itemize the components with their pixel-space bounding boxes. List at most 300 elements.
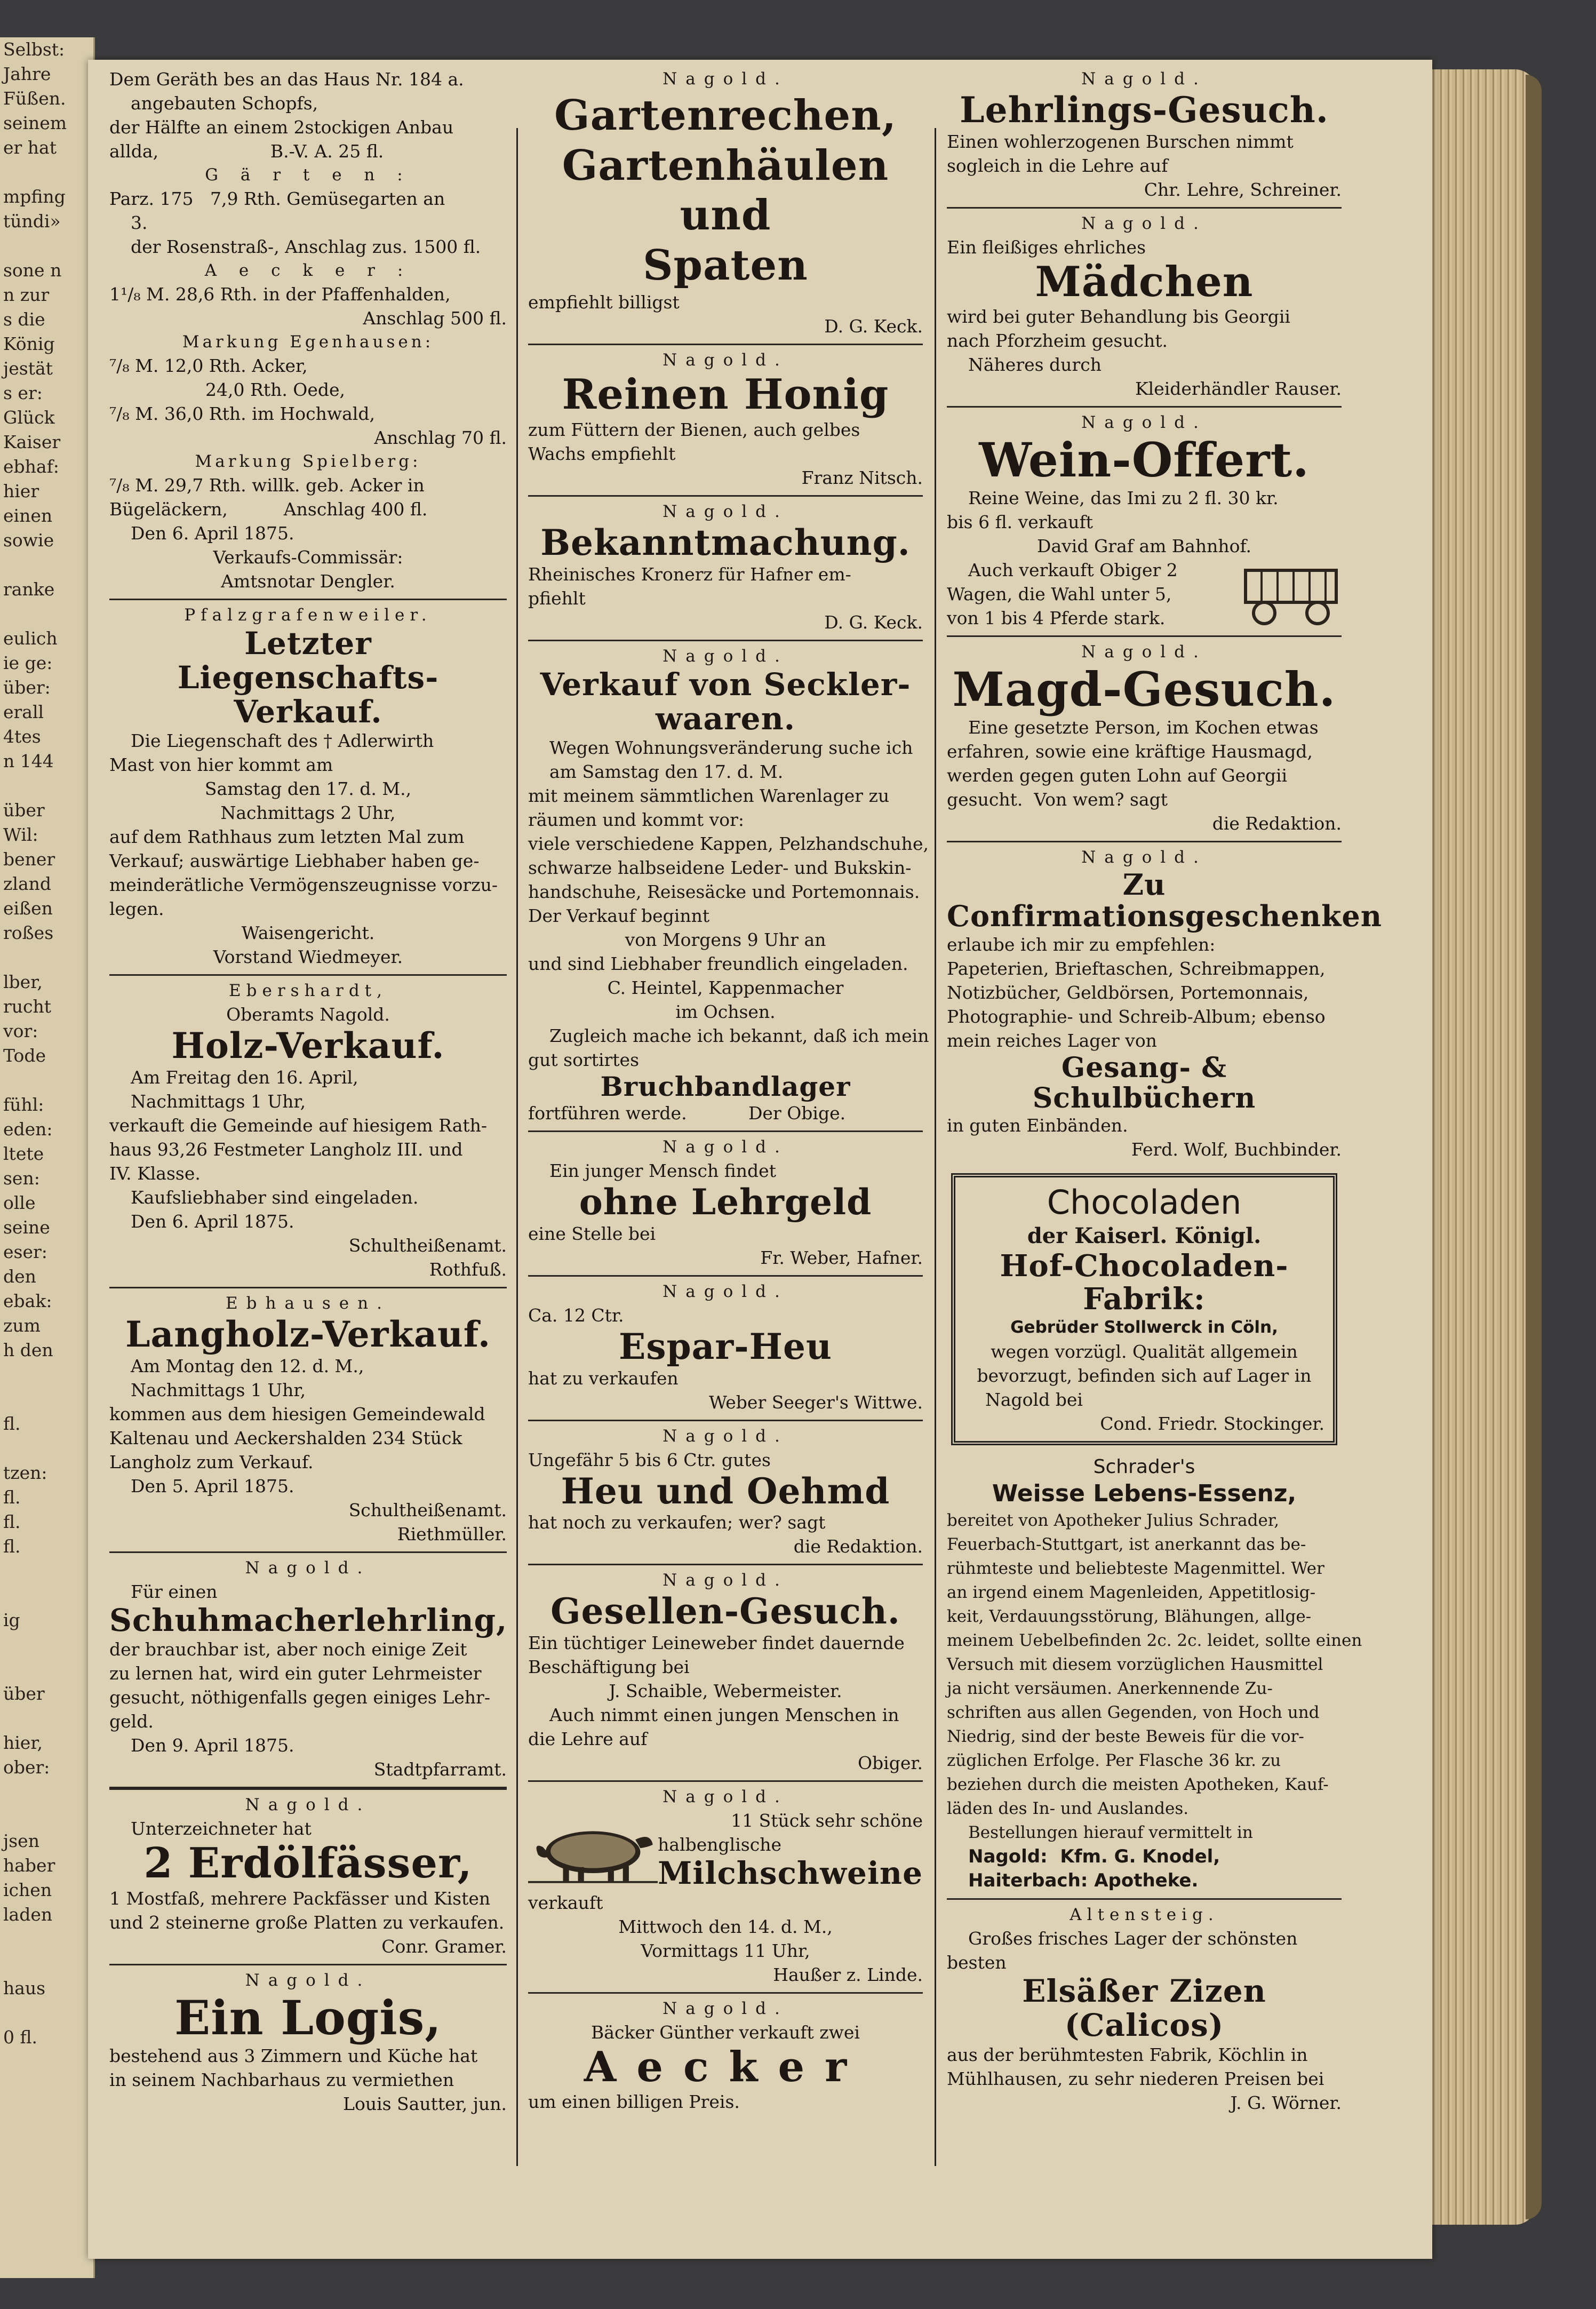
- text-line: Nachmittags 2 Uhr,: [220, 802, 396, 824]
- signature: Rothfuß.: [429, 1259, 507, 1280]
- fragment-text: eden:: [3, 1119, 53, 1140]
- ad-location: Nagold.: [663, 646, 788, 666]
- text-line: Wachs empfiehlt: [528, 443, 676, 465]
- text-line: besten: [947, 1952, 1007, 1973]
- text-line: J. Schaible, Webermeister.: [609, 1680, 842, 1701]
- text-line: meinderätliche Vermögenszeugnisse vorzu-: [109, 874, 498, 896]
- fragment-text: jestät: [3, 358, 53, 379]
- text-line: geld.: [109, 1711, 154, 1732]
- text-line: erlaube ich mir zu empfehlen:: [947, 934, 1216, 955]
- ad-langholz-verkauf: [109, 1287, 507, 1551]
- ad-title: Weisse Lebens-Essenz,: [992, 1480, 1297, 1508]
- text-line: Näheres durch: [968, 354, 1102, 376]
- ad-title: Chocoladen: [1047, 1183, 1242, 1222]
- text-line: Vormittags 11 Uhr,: [641, 1940, 810, 1961]
- ad-holz-verkauf: [109, 974, 507, 1287]
- text-line: in guten Einbänden.: [947, 1115, 1128, 1136]
- text-line: Den 5. April 1875.: [131, 1475, 294, 1496]
- fragment-text: [0, 1633, 93, 1657]
- ad-ein-logis: [109, 1964, 507, 2121]
- text-line: ⁷/₈ M. 29,7 Rth. willk. geb. Acker in: [109, 475, 425, 496]
- text-line: Am Freitag den 16. April,: [131, 1066, 358, 1088]
- ad-title: Mädchen: [1035, 257, 1254, 306]
- text-line: pfiehlt: [528, 587, 586, 609]
- text-line: haus 93,26 Festmeter Langholz III. und: [109, 1138, 463, 1160]
- fragment-text: fl.: [3, 1536, 21, 1557]
- ad-title: Hof-Chocoladen-Fabrik:: [1000, 1248, 1289, 1317]
- text-line: bestehend aus 3 Zimmern und Küche hat: [109, 2045, 478, 2066]
- ad-reinen-honig: [528, 344, 923, 495]
- text-line: C. Heintel, Kappenmacher: [607, 977, 844, 999]
- fragment-text: [0, 1804, 93, 1829]
- text-line: Den 6. April 1875.: [131, 523, 294, 544]
- fragment-text: Tode: [3, 1045, 46, 1066]
- text-line: Ein tüchtiger Leineweber findet dauernde: [528, 1632, 905, 1653]
- ad-title: Zu Confirmationsgeschenken: [947, 867, 1383, 934]
- ad-bekanntmachung: [528, 495, 923, 640]
- section-label: Markung Spielberg:: [195, 452, 421, 471]
- text-line: Den 9. April 1875.: [131, 1735, 294, 1756]
- text-line: zum Füttern der Bienen, auch gelbes: [528, 419, 860, 441]
- text-line: züglichen Erfolge. Per Flasche 36 kr. zu: [947, 1751, 1281, 1771]
- column-3: [947, 64, 1383, 2277]
- signature: Louis Sautter, jun.: [343, 2093, 507, 2114]
- text-line: Rheinisches Kronerz für Hafner em-: [528, 563, 851, 585]
- text-line: wegen vorzügl. Qualität allgemein: [991, 1341, 1298, 1363]
- text-line: Zugleich mache ich bekannt, daß ich mein: [549, 1025, 929, 1047]
- ad-location: Nagold.: [663, 69, 788, 89]
- column-2: [528, 64, 929, 2277]
- text-line: Reine Weine, das Imi zu 2 fl. 30 kr.: [968, 488, 1279, 509]
- text-line: Langholz zum Verkauf.: [109, 1451, 314, 1472]
- ad-liegenschafts-verkauf: [109, 599, 507, 974]
- ad-location: Nagold.: [1081, 847, 1207, 867]
- fragment-text: [0, 1706, 93, 1731]
- ad-subtitle: Ein fleißiges ehrliches: [947, 236, 1146, 258]
- ad-maedchen: [947, 207, 1342, 407]
- ad-title: Reinen Honig: [562, 370, 889, 419]
- signature: D. G. Keck.: [824, 611, 923, 633]
- ad-title: Lehrlings-Gesuch.: [960, 89, 1329, 131]
- fragment-text: fl.: [3, 1413, 21, 1434]
- fragment-text: [0, 1387, 93, 1412]
- signature: Cond. Friedr. Stockinger.: [1100, 1413, 1324, 1435]
- ad-gartenrechen: [528, 64, 923, 344]
- text-line: hat zu verkaufen: [528, 1367, 679, 1389]
- text-line: Verkaufs-Commissär:: [213, 547, 403, 568]
- fragment-text: vor:: [3, 1021, 38, 1041]
- text-line: von 1 bis 4 Pferde stark.: [947, 608, 1166, 629]
- ad-location: Nagold.: [1081, 69, 1207, 89]
- text-line: handschuhe, Reisesäcke und Portemonnais.: [528, 881, 920, 903]
- fragment-text: mpfing: [3, 186, 66, 207]
- ad-heu-und-oehmd: [528, 1420, 923, 1564]
- text-line: zu lernen hat, wird ein guter Lehrmeister: [109, 1663, 482, 1684]
- text-line: mit meinem sämmtlichen Warenlager zu: [528, 785, 890, 807]
- text-line: die Lehre auf: [528, 1728, 648, 1749]
- fragment-text: eißen: [3, 898, 53, 919]
- ad-title: Wein-Offert.: [979, 432, 1310, 488]
- fragment-text: lber,: [3, 972, 43, 992]
- signature: Obiger.: [857, 1752, 923, 1773]
- text-line: Mittwoch den 14. d. M.,: [618, 1916, 833, 1937]
- ad-espar-heu: [528, 1275, 923, 1420]
- fragment-text: ebak:: [3, 1291, 52, 1311]
- fragment-text: eser:: [3, 1241, 47, 1262]
- fragment-text: fühl:: [3, 1094, 44, 1115]
- text-line: Die Liegenschaft des † Adlerwirth: [131, 730, 434, 752]
- text-line: Eine gesetzte Person, im Kochen etwas: [968, 716, 1319, 738]
- ad-title: Gesellen-Gesuch.: [550, 1590, 900, 1633]
- text-line: halbenglische: [658, 1834, 781, 1855]
- text-line: 11 Stück sehr schöne: [731, 1810, 923, 1831]
- ad-subtitle: der Kaiserl. Königl.: [1027, 1223, 1262, 1249]
- text-line: Parz. 175 7,9 Rth. Gemüsegarten an: [109, 188, 445, 209]
- ad-ohne-lehrgeld: [528, 1130, 923, 1275]
- text-line: Wagen, die Wahl unter 5,: [947, 584, 1172, 605]
- text-line: meinem Uebelbefinden 2c. 2c. leidet, sollte einen: [947, 1631, 1362, 1651]
- fragment-text: bener: [3, 849, 55, 870]
- fragment-text: 4tes: [3, 726, 41, 747]
- fragment-text: tzen:: [3, 1462, 47, 1483]
- fragment-text: [0, 553, 93, 577]
- text-line: IV. Klasse.: [109, 1163, 201, 1184]
- fragment-text: ebhaf:: [3, 456, 59, 477]
- fragment-text: Glück: [3, 407, 55, 428]
- signature: D. G. Keck.: [824, 316, 923, 337]
- fragment-text: laden: [3, 1904, 53, 1925]
- section-label: G ä r t e n :: [205, 165, 411, 185]
- text-line: wird bei guter Behandlung bis Georgii: [947, 306, 1290, 328]
- ad-title: Heu und Oehmd: [561, 1470, 890, 1512]
- fragment-text: über: [3, 800, 45, 821]
- text-line: Großes frisches Lager der schönsten: [968, 1928, 1298, 1949]
- fragment-text: fl.: [3, 1511, 21, 1532]
- ad-subtitle: Bäcker Günther verkauft zwei: [591, 2021, 860, 2043]
- fragment-text: [0, 234, 93, 258]
- fragment-text: [0, 1436, 93, 1461]
- signature: Chr. Lehre, Schreiner.: [1144, 179, 1342, 200]
- text-line: nach Pforzheim gesucht.: [947, 330, 1168, 352]
- signature: Amtsnotar Dengler.: [221, 571, 395, 592]
- fragment-text: fl.: [3, 1487, 21, 1508]
- signature: Conr. Gramer.: [381, 1936, 507, 1957]
- fragment-text: [0, 774, 93, 798]
- text-line: 1¹/₈ M. 28,6 Rth. in der Pfaffenhalden,: [109, 284, 451, 305]
- book-edge: [1526, 75, 1542, 2219]
- text-line: Anschlag 70 fl.: [374, 427, 507, 448]
- text-line: David Graf am Bahnhof.: [1037, 536, 1251, 557]
- text-line: Auch nimmt einen jungen Menschen in: [549, 1704, 899, 1725]
- fragment-text: ranke: [3, 579, 55, 600]
- ad-location: Nagold.: [663, 1281, 788, 1301]
- highlight-text: Bruchbandlager: [600, 1071, 851, 1103]
- ad-title: Schuhmacherlehrling,: [109, 1602, 508, 1638]
- fragment-text: [0, 1657, 93, 1682]
- text-line: Nachmittags 1 Uhr,: [131, 1379, 306, 1400]
- text-line: empfiehlt billigst: [528, 292, 680, 313]
- text-line: rühmteste und beliebteste Magenmittel. Wer: [947, 1559, 1324, 1579]
- ad-title: Langholz-Verkauf.: [125, 1313, 491, 1355]
- highlight-text: Gesang- & Schulbüchern: [1032, 1051, 1256, 1114]
- fragment-text: Jahre: [3, 63, 51, 84]
- fragment-text: [0, 1583, 93, 1608]
- fragment-text: zum: [3, 1315, 41, 1336]
- fragment-text: haus: [3, 1978, 46, 1999]
- signature: Vorstand Wiedmeyer.: [213, 946, 403, 968]
- text-line: 24,0 Rth. Oede,: [205, 379, 346, 400]
- text-line: mein reiches Lager von: [947, 1030, 1157, 1051]
- fragment-text: einen: [3, 505, 53, 526]
- previous-page-fragment: [0, 37, 95, 2278]
- text-line: gesucht. Von wem? sagt: [947, 789, 1168, 810]
- fragment-text: Kaiser: [3, 432, 61, 452]
- text-line: Kaltenau und Aeckershalden 234 Stück: [109, 1427, 462, 1448]
- signature: Franz Nitsch.: [801, 467, 923, 489]
- text-line: Kaufsliebhaber sind eingeladen.: [131, 1187, 419, 1208]
- section-label: Markung Egenhausen:: [182, 332, 434, 352]
- fragment-text: seinem: [3, 113, 67, 133]
- text-line: Haiterbach: Apotheke.: [968, 1870, 1199, 1892]
- ad-subtitle: Unterzeichneter hat: [131, 1818, 312, 1840]
- fragment-text: haber: [3, 1855, 55, 1876]
- fragment-text: ober:: [3, 1757, 50, 1778]
- page-edge-stack: [1430, 69, 1536, 2225]
- text-line: Notizbücher, Geldbörsen, Portemonnais,: [947, 982, 1309, 1003]
- text-line: Niedrig, sind der beste Beweis für die vor-: [947, 1727, 1304, 1747]
- text-line: läden des In- und Auslandes.: [947, 1799, 1189, 1819]
- text-line: an irgend einem Magenleiden, Appetitlosig-: [947, 1583, 1316, 1603]
- text-line: hat noch zu verkaufen; wer? sagt: [528, 1512, 826, 1533]
- ad-location: Nagold.: [663, 1571, 788, 1590]
- fragment-text: n 144: [3, 751, 54, 771]
- text-line: ja nicht versäumen. Anerkennende Zu-: [947, 1679, 1273, 1699]
- text-line: erfahren, sowie eine kräftige Hausmagd,: [947, 741, 1313, 762]
- ad-title: 2 Erdölfässer,: [143, 1839, 473, 1888]
- ad-location: Nagold.: [663, 1426, 788, 1446]
- fragment-text: [0, 2001, 93, 2025]
- ad-lehrlings-gesuch: [947, 64, 1342, 207]
- pig-illustration-icon: [528, 1810, 658, 1890]
- text-line: Schrader's: [1093, 1456, 1195, 1478]
- fragment-text: [0, 1952, 93, 1976]
- text-line: und 2 steinerne große Platten zu verkaufen.: [109, 1912, 505, 1933]
- fragment-text: ie ge:: [3, 652, 53, 673]
- fragment-text: er hat: [3, 137, 57, 158]
- fragment-text: [0, 1559, 93, 1583]
- fragment-text: [0, 945, 93, 970]
- text-line: Mast von hier kommt am: [109, 754, 333, 776]
- text-line: schriften aus allen Gegenden, von Hoch und: [947, 1703, 1320, 1723]
- text-line: Verkauf; auswärtige Liebhaber haben ge-: [109, 850, 480, 872]
- fragment-text: s er:: [3, 383, 43, 403]
- fragment-text: erall: [3, 702, 44, 722]
- text-line: ⁷/₈ M. 36,0 Rth. im Hochwald,: [109, 403, 375, 424]
- text-line: Feuerbach-Stuttgart, ist anerkannt das be-: [947, 1535, 1306, 1555]
- fragment-text: jsen: [3, 1830, 39, 1851]
- fragment-text: olle: [3, 1192, 36, 1213]
- ad-seckler-waaren: [528, 640, 929, 1131]
- fragment-text: seine: [3, 1217, 50, 1238]
- text-line: Dem Geräth bes an das Haus Nr. 184 a.: [109, 69, 464, 90]
- ad-subtitle: Ca. 12 Ctr.: [528, 1304, 624, 1326]
- ad-magd-gesuch: [947, 635, 1342, 841]
- text-line: der brauchbar ist, aber noch einige Zeit: [109, 1639, 467, 1660]
- fragment-text: Wil:: [3, 824, 38, 845]
- text-line: Wegen Wohnungsveränderung suche ich: [549, 737, 913, 759]
- text-line: auf dem Rathhaus zum letzten Mal zum: [109, 826, 465, 848]
- ad-title: Magd-Gesuch.: [952, 662, 1336, 718]
- signature: Ferd. Wolf, Buchbinder.: [1131, 1139, 1342, 1160]
- text-line: kommen aus dem hiesigen Gemeindewald: [109, 1403, 485, 1424]
- column-1: [109, 64, 507, 2277]
- text-line: Versuch mit diesem vorzüglichen Hausmittel: [947, 1655, 1323, 1675]
- ad-location: Nagold.: [245, 1558, 371, 1578]
- fragment-text: hier,: [3, 1732, 43, 1753]
- ad-confirmationsgeschenke: [947, 841, 1383, 1167]
- fragment-text: ltete: [3, 1143, 44, 1164]
- ad-location: Nagold.: [1081, 413, 1207, 433]
- fragment-text: [0, 602, 93, 626]
- text-line: und sind Liebhaber freundlich eingeladen.: [528, 953, 908, 975]
- ad-title: Ein Logis,: [174, 1990, 442, 2046]
- text-line: Der Verkauf beginnt: [528, 905, 710, 927]
- text-line: räumen und kommt vor:: [528, 809, 744, 831]
- fragment-text: den: [3, 1266, 36, 1287]
- text-line: angebauten Schopfs,: [131, 93, 318, 114]
- fragment-text: [0, 160, 93, 185]
- text-line: Mühlhausen, zu sehr niederen Preisen bei: [947, 2068, 1324, 2089]
- signature: Kleiderhändler Rauser.: [1135, 378, 1342, 400]
- text-line: allda, B.-V. A. 25 fl.: [109, 141, 384, 162]
- text-line: gut sortirtes: [528, 1049, 640, 1071]
- fragment-text: über: [3, 1683, 45, 1704]
- ad-title: Verkauf von Seckler- waaren.: [540, 666, 911, 737]
- text-line: fortführen werde. Der Obige.: [528, 1103, 846, 1124]
- text-line: gesucht, nöthigenfalls gegen einiges Lehr-: [109, 1687, 490, 1708]
- ad-subtitle: Ein junger Mensch findet: [549, 1160, 776, 1182]
- fragment-text: s die: [3, 309, 45, 330]
- text-line: beziehen durch die meisten Apotheken, Kauf-: [947, 1775, 1329, 1795]
- ad-property-sale-continued: [109, 64, 507, 599]
- signature: J. G. Wörner.: [1230, 2092, 1342, 2113]
- fragment-text: [0, 1927, 93, 1952]
- signature: Riethmüller.: [397, 1523, 507, 1544]
- fragment-text: ig: [3, 1610, 20, 1630]
- signature: Stadtpfarramt.: [373, 1759, 507, 1780]
- text-line: Den 6. April 1875.: [131, 1211, 294, 1232]
- text-line: bevorzugt, befinden sich auf Lager in: [977, 1365, 1312, 1387]
- ad-location: Nagold.: [245, 1971, 371, 1990]
- ad-title: Holz-Verkauf.: [171, 1025, 445, 1067]
- text-line: Gebrüder Stollwerck in Cöln,: [1010, 1318, 1278, 1337]
- text-line: in seinem Nachbarhaus zu vermiethen: [109, 2069, 454, 2090]
- text-line: bis 6 fl. verkauft: [947, 512, 1093, 533]
- ad-title: ohne Lehrgeld: [579, 1181, 872, 1223]
- ad-location: Altensteig.: [1070, 1905, 1219, 1925]
- ad-milchschweine: [528, 1780, 923, 1992]
- ad-title: Aecker: [584, 2042, 867, 2091]
- text-line: verkauft: [528, 1892, 603, 1913]
- text-line: Waisengericht.: [241, 922, 375, 944]
- ad-location: Nagold.: [1081, 213, 1207, 233]
- signature: Schultheißenamt.: [348, 1499, 507, 1520]
- signature: Haußer z. Linde.: [773, 1964, 923, 1985]
- text-line: ⁷/₈ M. 12,0 Rth. Acker,: [109, 355, 308, 376]
- ad-location: Nagold.: [663, 1787, 788, 1806]
- ad-title: Letzter Liegenschafts- Verkauf.: [177, 625, 439, 730]
- ad-schraders-lebens-essenz: [947, 1452, 1362, 1898]
- signature: Fr. Weber, Hafner.: [760, 1247, 923, 1268]
- text-line: Samstag den 17. d. M.,: [204, 778, 412, 800]
- column-rule: [516, 128, 518, 2166]
- text-line: Bestellungen hierauf vermittelt in: [968, 1823, 1253, 1843]
- ad-subtitle: Ungefähr 5 bis 6 Ctr. gutes: [528, 1449, 771, 1470]
- ad-title: Gartenrechen, Gartenhäulen und Spaten: [554, 91, 897, 290]
- text-line: legen.: [109, 898, 164, 920]
- text-line: um einen billigen Preis.: [528, 2091, 740, 2113]
- ad-aecker: [528, 1992, 923, 2120]
- fragment-text: sone n: [3, 260, 62, 281]
- fragment-text: Selbst:: [3, 39, 65, 60]
- text-line: Nagold: Kfm. G. Knodel,: [968, 1846, 1220, 1868]
- fragment-text: König: [3, 333, 55, 354]
- ad-location: Nagold.: [245, 1795, 371, 1815]
- fragment-text: [0, 1363, 93, 1387]
- signature: die Redaktion.: [793, 1536, 923, 1557]
- section-label: A e c k e r :: [204, 261, 412, 280]
- ad-location: Nagold.: [663, 1999, 788, 2018]
- text-line: im Ochsen.: [675, 1001, 776, 1023]
- wagon-illustration-icon: [1240, 562, 1342, 626]
- text-line: verkauft die Gemeinde auf hiesigem Rath-: [109, 1114, 488, 1136]
- text-line: Photographie- und Schreib-Album; ebenso: [947, 1006, 1326, 1027]
- text-line: eine Stelle bei: [528, 1223, 656, 1244]
- text-line: sogleich in die Lehre auf: [947, 155, 1168, 176]
- fragment-text: tündi»: [3, 211, 61, 232]
- fragment-text: roßes: [3, 922, 54, 943]
- ad-erdoelfaesser: [109, 1787, 507, 1964]
- column-rule: [935, 128, 936, 2166]
- signature: Schultheißenamt.: [348, 1235, 507, 1256]
- text-line: Anschlag 500 fl.: [363, 308, 507, 329]
- text-line: der Hälfte an einem 2stockigen Anbau: [109, 117, 454, 138]
- text-line: Nagold bei: [985, 1389, 1083, 1411]
- text-line: Auch verkauft Obiger 2: [968, 560, 1178, 581]
- text-line: Einen wohlerzogenen Burschen nimmt: [947, 131, 1294, 152]
- fragment-text: sen:: [3, 1168, 40, 1189]
- ad-location: Nagold.: [663, 502, 788, 522]
- fragment-text: Füßen.: [3, 88, 66, 109]
- text-line: aus der berühmtesten Fabrik, Köchlin in: [947, 2044, 1308, 2065]
- fragment-text: [0, 1780, 93, 1804]
- fragment-text: hier: [3, 481, 39, 501]
- ad-gesellen-gesuch: [528, 1564, 923, 1780]
- text-line: 3.: [131, 212, 148, 233]
- ad-location: Ebershardt,: [229, 981, 387, 1001]
- text-line: werden gegen guten Lohn auf Georgii: [947, 765, 1288, 786]
- ad-location: Nagold.: [663, 1137, 788, 1157]
- ad-wein-offert: [947, 406, 1342, 635]
- ad-title: Milchschweine: [658, 1854, 923, 1891]
- fragment-text: [0, 1068, 93, 1093]
- text-line: viele verschiedene Kappen, Pelzhandschuhe,: [528, 833, 929, 855]
- fragment-text: 0 fl.: [3, 2027, 37, 2048]
- fragment-text: h den: [3, 1340, 53, 1360]
- ad-title: Elsäßer Zizen (Calicos): [1022, 1973, 1266, 2044]
- fragment-text: rucht: [3, 996, 52, 1017]
- text-line: 1 Mostfaß, mehrere Packfässer und Kisten: [109, 1888, 491, 1909]
